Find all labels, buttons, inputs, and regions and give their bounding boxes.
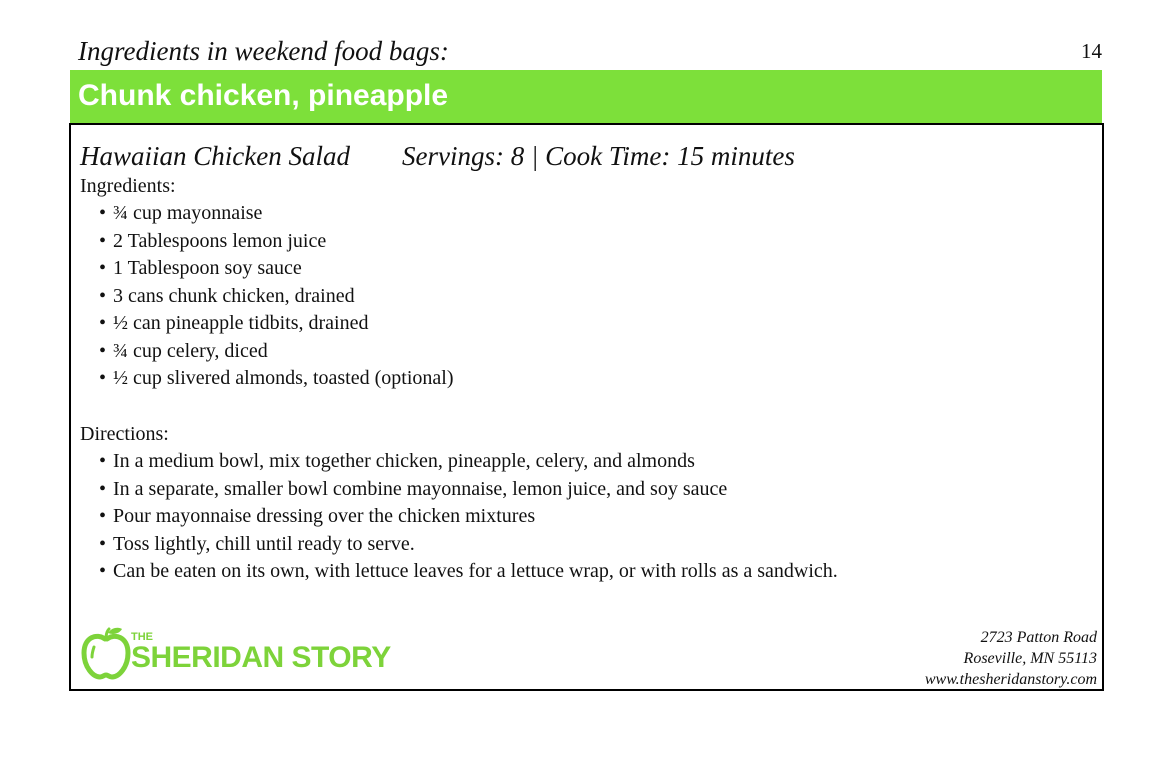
- direction-item: • Toss lightly, chill until ready to serve.: [99, 532, 415, 555]
- ingredient-item: • ¾ cup mayonnaise: [99, 202, 263, 224]
- recipe-heading: [80, 139, 795, 173]
- ingredient-item: • ½ can pineapple tidbits, drained: [99, 312, 369, 334]
- directions-label: Directions:: [80, 423, 169, 445]
- address-city: Roseville, MN 55113: [963, 650, 1097, 667]
- ingredient-item: • ¾ cup celery, diced: [99, 339, 268, 362]
- direction-item: • Can be eaten on its own, with lettuce leaves for a lettuce wrap, or with rolls as a sandwich.: [99, 560, 838, 582]
- ingredients-list: [99, 200, 453, 393]
- page-header: [78, 34, 1102, 68]
- page-number: 14: [1081, 39, 1102, 63]
- direction-item: • Pour mayonnaise dressing over the chicken mixtures: [99, 505, 536, 527]
- directions-list: [99, 448, 838, 586]
- recipe-name: Hawaiian Chicken Salad: [80, 141, 350, 171]
- page-title: Ingredients in weekend food bags:: [78, 36, 449, 66]
- direction-item: • In a separate, smaller bowl combine mayonnaise, lemon juice, and soy sauce: [99, 477, 728, 500]
- website-link: www.thesheridanstory.com: [924, 671, 1097, 688]
- ingredient-item: • 2 Tablespoons lemon juice: [99, 229, 327, 252]
- banner-title: Chunk chicken, pineapple: [78, 79, 449, 112]
- direction-item: • In a medium bowl, mix together chicken, pineapple, celery, and almonds: [99, 450, 695, 472]
- ingredient-item: • 3 cans chunk chicken, drained: [99, 284, 355, 307]
- ingredient-item: • ½ cup slivered almonds, toasted (optional): [99, 367, 454, 389]
- logo-the: THE: [131, 631, 153, 643]
- sheridan-story-logo: [81, 625, 401, 681]
- ingredient-banner: [70, 70, 1102, 123]
- recipe-meta: Servings: 8 | Cook Time: 15 minutes: [402, 141, 795, 171]
- ingredient-item: • 1 Tablespoon soy sauce: [99, 257, 302, 279]
- address-street: 2723 Patton Road: [980, 629, 1097, 646]
- apple-icon: [81, 625, 131, 681]
- ingredients-label: Ingredients:: [80, 175, 176, 197]
- address-block: [925, 627, 1097, 690]
- recipe-card: [69, 123, 1104, 691]
- logo-wordmark: SHERIDAN STORY: [131, 641, 391, 674]
